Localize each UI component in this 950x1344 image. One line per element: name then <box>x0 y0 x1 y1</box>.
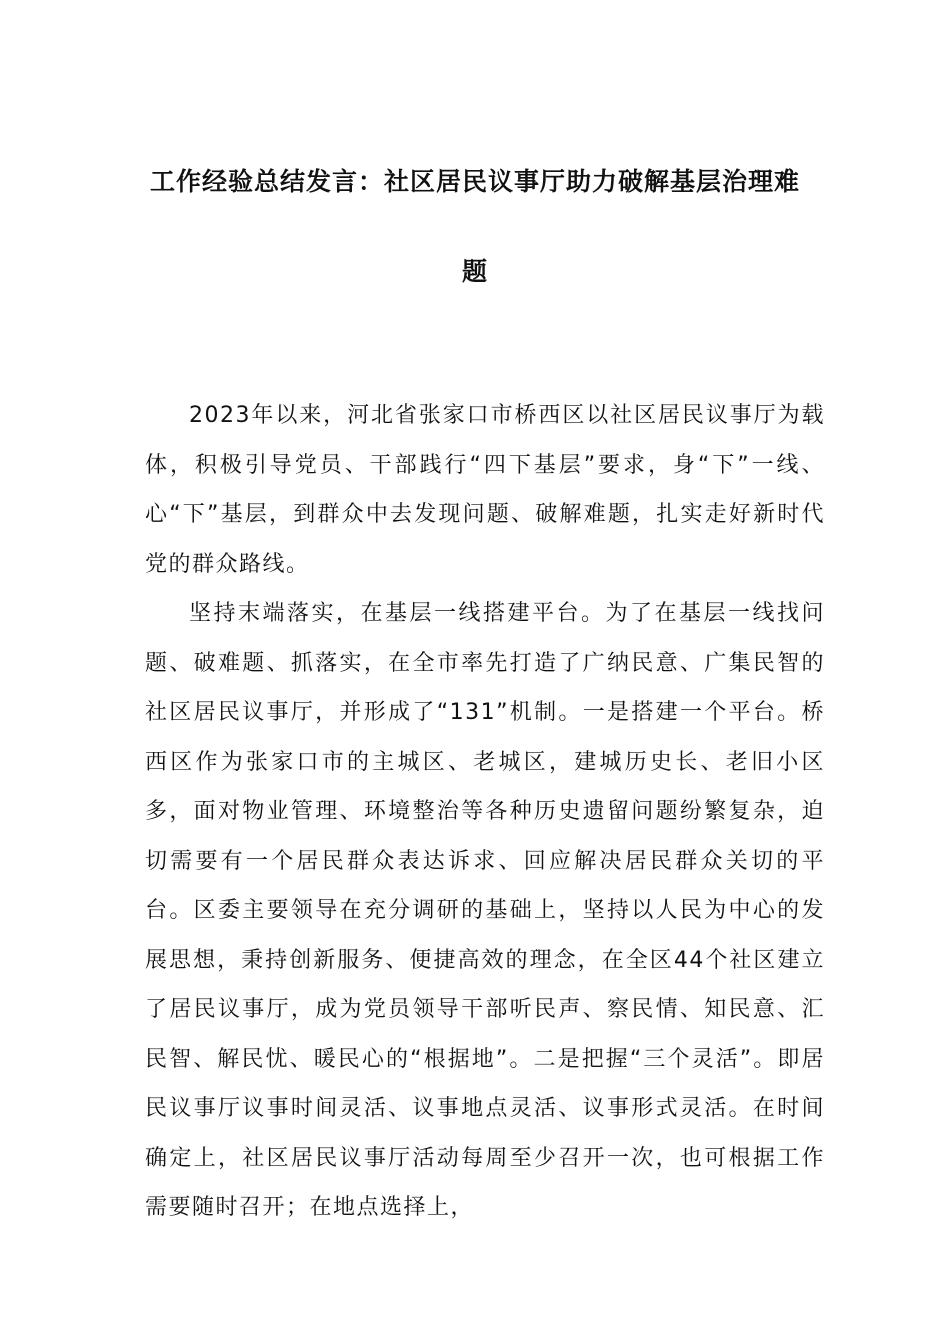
document-title-line-1: 工作经验总结发言：社区居民议事厅助力破解基层治理难 <box>149 167 800 196</box>
body-paragraph-1-block <box>145 391 825 589</box>
body-paragraph-2-block <box>145 589 825 1233</box>
body-paragraph: 2023年以来，河北省张家口市桥西区以社区居民议事厅为载体，积极引导党员、干部践行“四下基层”要求，身“下”一线、心“下”基层，到群众中去发现问题、破解难题，扎实走好新时代党的群众路线。 <box>145 403 825 577</box>
body-paragraph: 坚持末端落实，在基层一线搭建平台。为了在基层一线找问题、破难题、抓落实，在全市率先打造了广纳民意、广集民智的社区居民议事厅，并形成了“131”机制。一是搭建一个平台。桥西区作为张家口市的主城区、老城区，建城历史长、老旧小区多，面对物业管理、环境整治等各种历史遗留问题纷繁复杂，迫切需要有一个居民群众表达诉求、回应解决居民群众关切的平台。区委主要领导在充分调研的基础上，坚持以人民为中心的发展思想，秉持创新服务、便捷高效的理念，在全区44个社区建立了居民议事厅，成为党员领导干部听民声、察民情、知民意、汇民智、解民忧、暖民心的“根据地”。二是把握“三个灵活”。即居民议事厅议事时间灵活、议事地点灵活、议事形式灵活。在时间确定上，社区居民议事厅活动每周至少召开一次，也可根据工作需要随时召开；在地点选择上， <box>145 601 825 1220</box>
document-title-line-2: 题 <box>461 257 488 286</box>
